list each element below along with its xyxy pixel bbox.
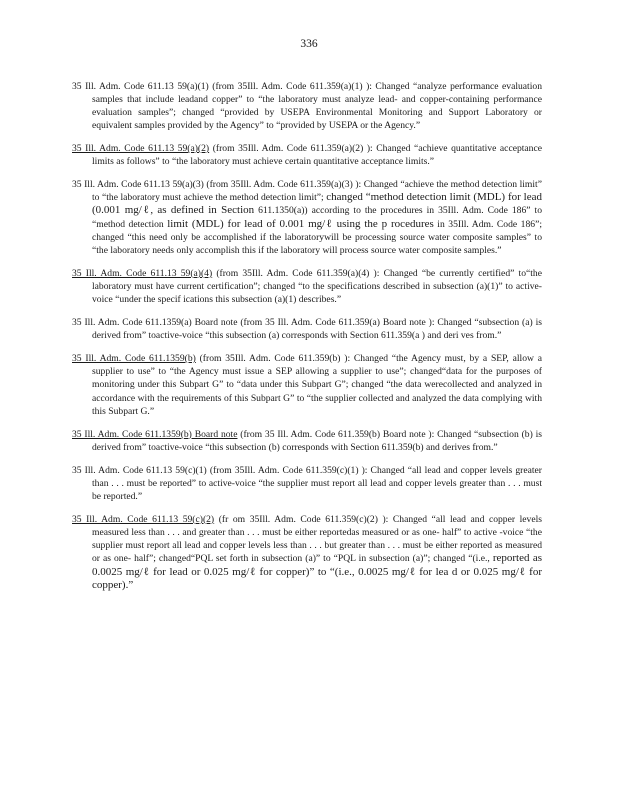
entry-text: (from 35Ill. Adm. Code 611.359(a)(2) ): Changed “achieve quantitative acceptance limits as follows” to “the laboratory must achieve certain quantitative acceptance limits.” <box>92 143 542 168</box>
amendment-list <box>72 70 542 598</box>
amendment-entry <box>72 267 542 307</box>
entry-citation: 35 Ill. Adm. Code 611.1359(a) <box>72 317 192 329</box>
amendment-entry <box>72 80 542 133</box>
entry-text: (fr om 35Ill. Adm. Code 611.359(c)(2) ): Changed “all lead and copper levels measured less than . . . and greater than . . . must be either reportedas measured or as one- half” to active -voice “the supplier must report all lead and copper levels less than . . . but greater than . . . must be either reported as measured or as one- half”; changed“PQL set forth in subsection (a)” to “PQL in subsection (a)”; changed “(i.e., <box>92 513 542 565</box>
entry-citation: 35 Ill. Adm. Code 611.13 59(a)(2) <box>72 143 210 154</box>
entry-citation: 35 Ill. Adm. Code 611.1359(b) Board note <box>72 428 238 440</box>
entry-text-large: changed “method detection limit (MDL) for lead (0.001 mg/ℓ, as defined in Section <box>92 191 542 217</box>
amendment-entry <box>72 142 542 168</box>
entry-text: (from 35Ill. Adm. Code 611.359(a)(1) ): Changed “analyze performance evaluation samples that include leadand copper” to “the laboratory must analyze lead- and copper-containing performance evaluation samples”; changed “provided by USEPA Environmental Monitoring and Support Laboratory or equivalent samples provided by the Agency” to “provided by USEPA or the Agency.” <box>92 80 542 132</box>
entry-text: 611.1350(a)) according to the procedures in 35Ill. Adm. Code 186” to “method detection <box>92 205 542 230</box>
entry-citation: 35 Ill. Adm. Code 611.13 59(a)(1) <box>72 80 209 92</box>
entry-text: Board note (from 35 Ill. Adm. Code 611.359(a) Board note ): Changed “subsection (a) is derived from” toactive-voice “this subsection (a) corresponds with Section 611.359(a ) and deri ves from.” <box>92 317 542 342</box>
amendment-entry <box>72 513 542 592</box>
entry-citation: 35 Ill. Adm. Code 611.13 59(c)(2) <box>72 513 215 525</box>
entry-citation: 35 Ill. Adm. Code 611.1359(b) <box>72 353 196 365</box>
amendment-entry <box>72 316 542 342</box>
entry-citation: 35 Ill. Adm. Code 611.13 59(a)(3) <box>72 179 204 190</box>
entry-text: (from 35Ill. Adm. Code 611.359(c)(1) ): Changed “all lead and copper levels greater than . . . must be reported” to active-voice “the supplier must report all lead and copper levels greater than . . . must be reported.” <box>92 464 542 503</box>
amendment-entry <box>72 464 542 504</box>
amendment-entry <box>72 428 542 454</box>
entry-text: (from 35Ill. Adm. Code 611.359(a)(3) ): Changed “achieve the method detection limit” to “the laboratory must achieve the method detection limit”; <box>92 179 542 204</box>
page-number: 336 <box>300 38 318 50</box>
entry-text: in 35Ill. Adm. Code 186”; changed “this need only be accomplished if the laboratorywill be processing source water composite samples” to “the laboratory needs only accomplish this if the laboratory will process source water composite samples.” <box>92 218 542 257</box>
amendment-entry <box>72 352 542 418</box>
entry-text-large: reported as 0.0025 mg/ℓ for lead or 0.025 mg/ℓ for copper)” to “(i.e., 0.0025 mg/ℓ for lea d or 0.025 mg/ℓ for copper).” <box>92 552 542 591</box>
entry-citation: 35 Ill. Adm. Code 611.13 59(c)(1) <box>72 464 207 476</box>
entry-text: (from 35Ill. Adm. Code 611.359(a)(4) ): Changed “be currently certified” to“the laboratory must have current certification”; changed “to the specifications described in subsection (a)(1)” to active- voice “under the specif ications this subsection (a)(1) describes.” <box>92 267 542 306</box>
entry-text: (from 35 Ill. Adm. Code 611.359(b) Board note ): Changed “subsection (b) is derived from” toactive-voice “this subsection (b) corresponds with Section 611.359(b) and derives from.” <box>92 428 542 453</box>
entry-text-large: limit (MDL) for lead of 0.001 mg/ℓ using the p rocedures <box>167 217 434 230</box>
entry-text: (from 35Ill. Adm. Code 611.359(b) ): Changed “the Agency must, by a SEP, allow a supplier to use” to “the Agency must issue a SEP allowing a supplier to use”; changed“data for the purposes of monitoring under this Subpart G” to “data under this Subpart G”; changed “the data werecollected and analyzed in accordance with the requirements of this Subpart G” to “the supplier collected and analyzed the data complying with this Subpart G.” <box>92 353 542 417</box>
entry-citation: 35 Ill. Adm. Code 611.13 59(a)(4) <box>72 267 213 279</box>
amendment-entry <box>72 178 542 257</box>
